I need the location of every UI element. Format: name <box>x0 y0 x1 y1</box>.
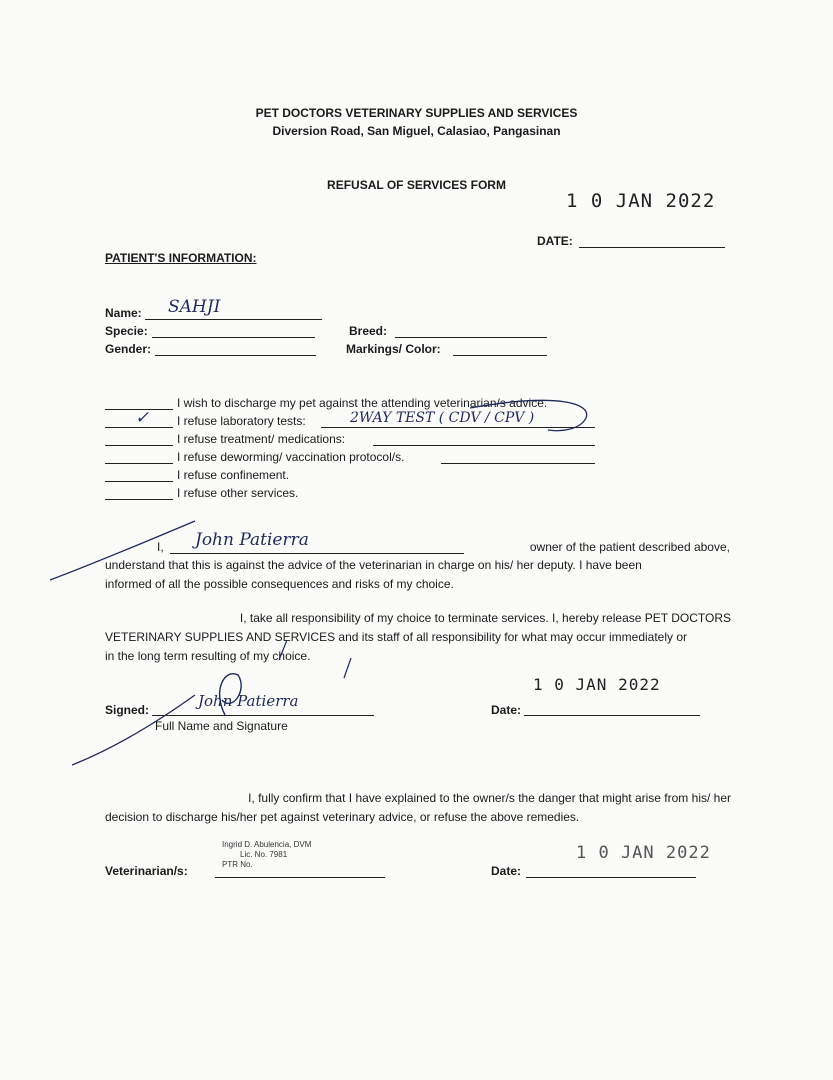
signature-sweep <box>72 695 195 765</box>
specie-label: Specie: <box>105 324 148 338</box>
signed-date-label: Date: <box>491 703 522 717</box>
breed-label: Breed: <box>349 324 388 338</box>
strike-through-of <box>344 658 351 678</box>
veterinarian-label: Veterinarian/s: <box>105 864 188 878</box>
option-text: I refuse confinement. <box>177 468 290 482</box>
patient-section-title: PATIENT'S INFORMATION: <box>105 251 257 265</box>
statement-line3: informed of all the possible consequences and risks of my choice. <box>105 577 454 591</box>
responsibility-line2: VETERINARY SUPPLIES AND SERVICES and its staff of all responsibility for what may occur immediately or <box>105 630 688 644</box>
date-label-top: DATE: <box>537 234 573 248</box>
responsibility-line1: I, take all responsibility of my choice to terminate services. I, hereby release PET DOCTORS <box>239 611 731 625</box>
slash-stroke-statement <box>50 521 195 580</box>
vet-stamp-ptr: PTR No. <box>222 860 253 869</box>
statement-line1: owner of the patient described above, <box>529 540 730 554</box>
vet-date-stamp: 1 0 JAN 2022 <box>576 843 711 863</box>
signature-caption: Full Name and Signature <box>155 719 288 733</box>
option-text: I refuse deworming/ vaccination protocol/s. <box>177 450 405 464</box>
clinic-name: PET DOCTORS VETERINARY SUPPLIES AND SERVICES <box>255 106 578 120</box>
signature-loop <box>220 674 242 715</box>
confirmation-line1: I, fully confirm that I have explained to the owner/s the danger that might arise from his/ her <box>248 791 731 805</box>
statement-i-label: I, <box>157 540 164 554</box>
vet-stamp-license: Lic. No. 7981 <box>240 850 288 859</box>
statement-line2: understand that this is against the advice of the veterinarian in charge on his/ her deputy. I have been <box>105 558 642 572</box>
owner-name-handwritten: John Patierra <box>195 530 309 550</box>
name-label: Name: <box>105 306 142 320</box>
gender-label: Gender: <box>105 342 152 356</box>
patient-name-value: SAHJI <box>168 297 221 317</box>
strike-through-and <box>279 640 287 660</box>
check-mark: ✓ <box>135 408 150 428</box>
lab-tests-fill: 2WAY TEST ( CDV / CPV ) <box>350 410 535 426</box>
responsibility-line3: in the long term resulting of my choice. <box>105 649 311 663</box>
vet-stamp-name: Ingrid D. Abulencia, DVM <box>222 840 312 849</box>
option-text: I wish to discharge my pet against the attending veterinarian/s advice. <box>177 396 548 410</box>
signature-handwritten: John Patierra <box>198 692 299 710</box>
clinic-address: Diversion Road, San Miguel, Calasiao, Pangasinan <box>272 124 561 138</box>
option-text: I refuse treatment/ medications: <box>177 432 346 446</box>
form-title: REFUSAL OF SERVICES FORM <box>327 178 506 192</box>
bracket-around-lab-tests <box>470 400 587 430</box>
confirmation-line2: decision to discharge his/her pet against veterinary advice, or refuse the above remedies. <box>105 810 580 824</box>
date-stamp-top: 1 0 JAN 2022 <box>566 190 716 212</box>
markings-label: Markings/ Color: <box>346 342 441 356</box>
signed-label: Signed: <box>105 703 149 717</box>
vet-date-label: Date: <box>491 864 522 878</box>
option-text: I refuse other services. <box>177 486 299 500</box>
signed-date-stamp: 1 0 JAN 2022 <box>533 675 661 694</box>
option-text: I refuse laboratory tests: <box>177 414 306 428</box>
